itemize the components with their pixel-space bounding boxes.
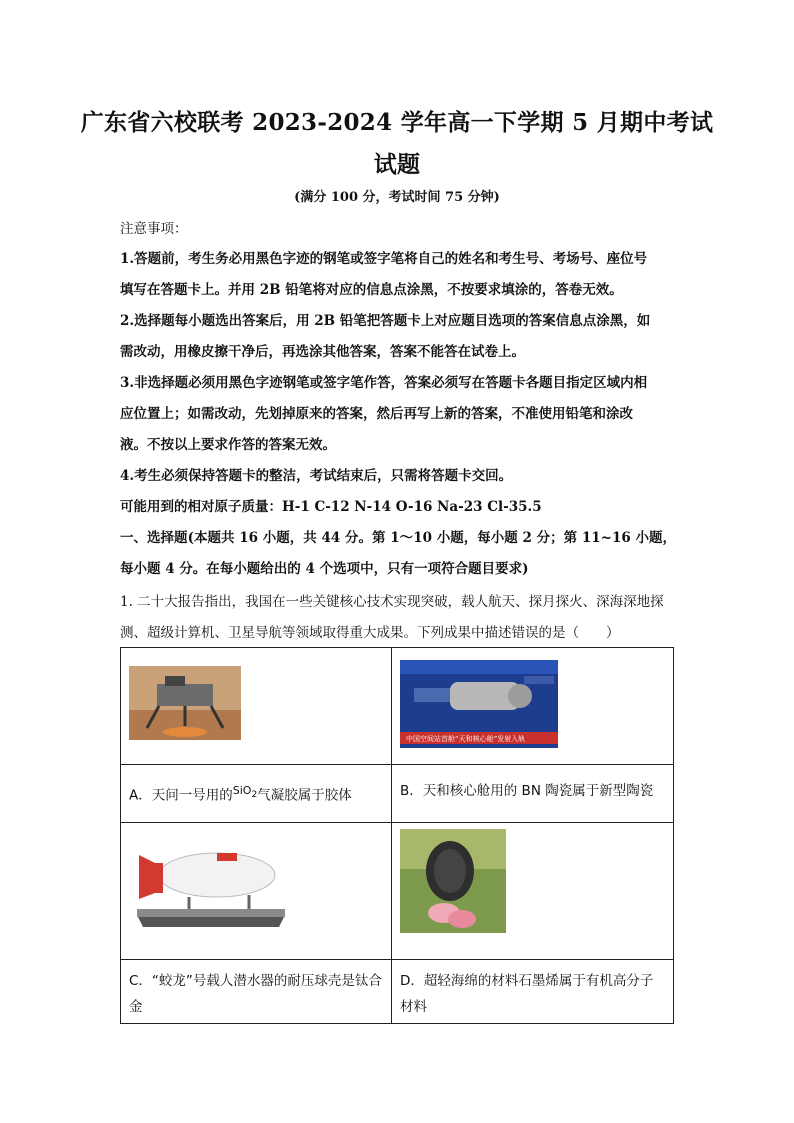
option-d-image-cell bbox=[392, 822, 674, 959]
notice-line: 1.答题前，考生务必用黑色字迹的钢笔或签字笔将自己的姓名和考生号、考场号、座位号 bbox=[120, 251, 648, 267]
notice-heading: 注意事项： bbox=[120, 221, 188, 237]
graphene-sponge-image bbox=[400, 829, 506, 933]
notice-line: 3.非选择题必须用黑色字迹钢笔或签字笔作答，答案必须写在答题卡各题目指定区域内相 bbox=[120, 375, 648, 391]
submarine-image bbox=[129, 833, 293, 929]
chem-subscript: 2 bbox=[251, 789, 258, 801]
space-station-image bbox=[400, 660, 558, 748]
notice-line: 4.考生必须保持答题卡的整洁，考试结束后，只需将答题卡交回。 bbox=[120, 468, 513, 484]
question-stem: 1. 二十大报告指出，我国在一些关键核心技术实现突破，载人航天、探月探火、深海深地探测、超级计算机、卫星导航等领域取得重大成果。下列成果中描述错误的是（ ） bbox=[120, 594, 664, 641]
option-a-text: A．天问一号用的 bbox=[129, 787, 233, 804]
option-d-text: D．超轻海绵的材料石墨烯属于有机高分子材料 bbox=[400, 972, 654, 1015]
option-b-image-cell bbox=[392, 648, 674, 765]
option-a-image-cell bbox=[121, 648, 392, 765]
option-d[interactable] bbox=[392, 959, 674, 1023]
atomic-mass-line: 可能用到的相对原子质量：H-1 C-12 N-14 O-16 Na-23 Cl-35.5 bbox=[120, 499, 542, 515]
notice-line: 2.选择题每小题选出答案后，用 2B 铅笔把答题卡上对应题目选项的答案信息点涂黑，如 bbox=[120, 313, 651, 329]
options-table bbox=[120, 647, 674, 1024]
exam-title-line2: 试题 bbox=[373, 151, 421, 178]
notice-line: 需改动，用橡皮擦干净后，再选涂其他答案，答案不能答在试卷上。 bbox=[120, 344, 525, 360]
option-c[interactable] bbox=[121, 959, 392, 1023]
option-b-text: B．天和核心舱用的 BN 陶瓷属于新型陶瓷 bbox=[400, 783, 654, 799]
section-heading: 一、选择题(本题共 16 小题，共 44 分。第 1～10 小题，每小题 2 分；第 11~16 小题，每小题 4 分。在每小题给出的 4 个选项中，只有一项符合题目要求) bbox=[120, 530, 676, 577]
option-c-text: C．“蛟龙”号载人潜水器的耐压球壳是钛合金 bbox=[129, 972, 382, 1015]
option-c-image-cell bbox=[121, 822, 392, 959]
mars-lander-image bbox=[129, 666, 241, 740]
option-a[interactable] bbox=[121, 765, 392, 823]
exam-subtitle: (满分 100 分，考试时间 75 分钟) bbox=[294, 190, 500, 205]
chem-formula: SiO bbox=[232, 784, 252, 797]
exam-title-line1: 广东省六校联考 2023-2024 学年高一下学期 5 月期中考试 bbox=[80, 109, 714, 136]
option-a-text-suffix: 气凝胶属于胶体 bbox=[257, 787, 352, 804]
notice-line: 填写在答题卡上。并用 2B 铅笔将对应的信息点涂黑，不按要求填涂的，答卷无效。 bbox=[120, 282, 623, 298]
image-caption: 中国空间站首舱“天和核心舱”发射入轨 bbox=[406, 735, 526, 743]
notice-line: 液。不按以上要求作答的答案无效。 bbox=[120, 437, 336, 453]
option-b[interactable] bbox=[392, 765, 674, 823]
notice-line: 应位置上；如需改动，先划掉原来的答案，然后再写上新的答案，不准使用铅笔和涂改 bbox=[120, 406, 633, 422]
